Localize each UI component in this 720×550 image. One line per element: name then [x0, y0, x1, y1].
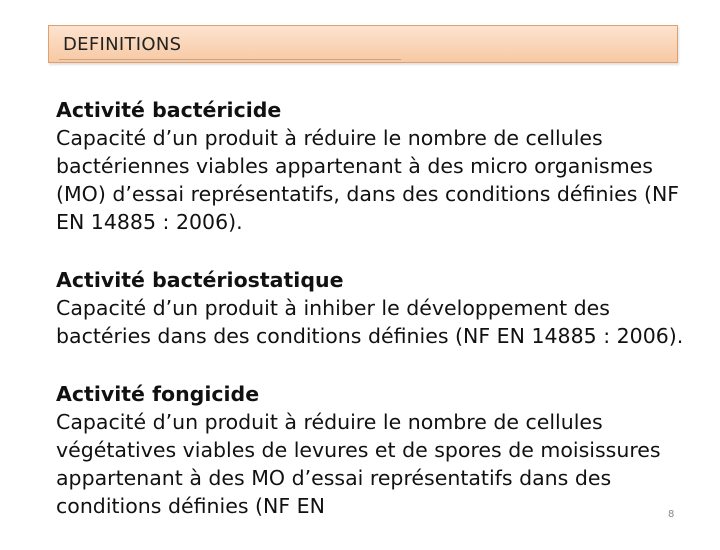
title-underline: [59, 59, 401, 60]
page-number: 8: [668, 509, 675, 520]
definition-text: Capacité d’un produit à réduire le nombre de cellules bactériennes viables appartenant à des micro organismes (MO) d’essai représentatifs, dans des conditions définies (NF EN 14885 : 2006).: [56, 126, 680, 234]
slide-title: DEFINITIONS: [63, 34, 182, 55]
definition-term: Activité bactéricide: [56, 98, 282, 122]
definition-term: Activité fongicide: [56, 382, 260, 406]
definitions-list: [56, 96, 701, 550]
definition-term: Activité bactériostatique: [56, 268, 344, 292]
definition-text: Capacité d’un produit à réduire le nombre de cellules végétatives viables de levures et de spores de moisissures appartenant à des MO d’essai représentatifs dans des conditions définies (NF EN: [56, 410, 661, 518]
definition-bacteriostatique: [56, 266, 701, 350]
definition-fongicide: [56, 380, 701, 520]
title-banner: [48, 25, 678, 63]
definition-bactericide: [56, 96, 701, 236]
definition-text: Capacité d’un produit à inhiber le développement des bactéries dans des conditions définies (NF EN 14885 : 2006).: [56, 296, 684, 348]
